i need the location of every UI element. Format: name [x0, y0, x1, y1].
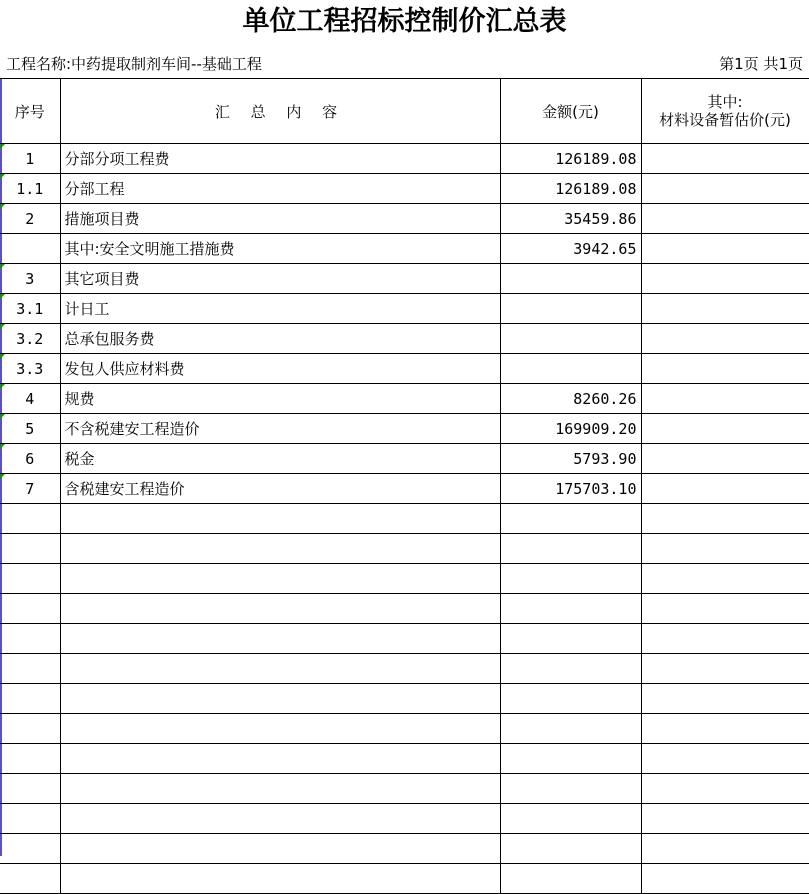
cell-provisional[interactable]	[641, 864, 809, 894]
cell-index[interactable]	[0, 264, 60, 294]
cell-amount-text: 126189.08	[555, 179, 637, 198]
cell-content[interactable]	[60, 204, 500, 234]
cell-amount[interactable]	[500, 174, 641, 204]
cell-content[interactable]	[60, 594, 500, 624]
cell-index[interactable]	[0, 804, 60, 834]
table-row	[0, 804, 809, 834]
cell-content[interactable]	[60, 354, 500, 384]
cell-index[interactable]	[0, 624, 60, 654]
cell-index-text: 1.1	[16, 179, 44, 198]
header-amount[interactable]: 金额(元)	[500, 79, 641, 144]
table-row	[0, 354, 809, 384]
table-row	[0, 864, 809, 894]
cell-amount-text: 5793.90	[573, 449, 637, 468]
cell-content[interactable]	[60, 414, 500, 444]
cell-content-text: 其它项目费	[64, 270, 140, 288]
cell-amount[interactable]	[500, 564, 641, 594]
cell-provisional[interactable]	[641, 234, 809, 264]
cell-index[interactable]	[0, 714, 60, 744]
cell-index[interactable]	[0, 594, 60, 624]
cell-provisional[interactable]	[641, 684, 809, 714]
cell-provisional[interactable]	[641, 474, 809, 504]
cell-amount[interactable]	[500, 354, 641, 384]
cell-index[interactable]	[0, 534, 60, 564]
cell-index[interactable]	[0, 144, 60, 174]
cell-amount[interactable]	[500, 474, 641, 504]
cell-provisional[interactable]	[641, 624, 809, 654]
cell-index-text: 2	[25, 209, 35, 228]
cell-amount[interactable]	[500, 714, 641, 744]
cell-index[interactable]	[0, 414, 60, 444]
cell-provisional[interactable]	[641, 744, 809, 774]
cell-provisional[interactable]	[641, 174, 809, 204]
cell-index[interactable]	[0, 354, 60, 384]
table-row	[0, 834, 809, 864]
cell-index-text: 3	[25, 269, 35, 288]
cell-content[interactable]	[60, 234, 500, 264]
cell-index-text: 1	[25, 149, 35, 168]
cell-amount[interactable]	[500, 384, 641, 414]
cell-marker-triangle	[0, 174, 5, 179]
cell-marker-triangle	[0, 144, 5, 149]
cell-marker-triangle	[0, 204, 5, 209]
cell-amount[interactable]	[500, 804, 641, 834]
cell-provisional[interactable]	[641, 294, 809, 324]
cell-marker-triangle	[0, 474, 5, 479]
cell-index[interactable]	[0, 234, 60, 264]
cell-content[interactable]	[60, 864, 500, 894]
cell-provisional[interactable]	[641, 774, 809, 804]
cell-content-text: 含税建安工程造价	[64, 480, 185, 498]
cell-content-text: 税金	[64, 450, 95, 468]
cell-index-text: 3.3	[16, 359, 44, 378]
table-row	[0, 714, 809, 744]
cell-amount[interactable]	[500, 534, 641, 564]
cell-amount-text: 169909.20	[555, 419, 637, 438]
table-row	[0, 204, 809, 234]
cell-provisional[interactable]	[641, 444, 809, 474]
cell-index[interactable]	[0, 474, 60, 504]
table-row	[0, 624, 809, 654]
cell-content[interactable]	[60, 714, 500, 744]
cell-content[interactable]	[60, 324, 500, 354]
table-row	[0, 384, 809, 414]
cell-index-text: 5	[25, 419, 35, 438]
cell-amount[interactable]	[500, 414, 641, 444]
cell-content-text: 不含税建安工程造价	[64, 420, 200, 438]
cell-amount[interactable]	[500, 744, 641, 774]
cell-index[interactable]	[0, 294, 60, 324]
cell-index[interactable]	[0, 324, 60, 354]
cell-index[interactable]	[0, 684, 60, 714]
cell-marker-triangle	[0, 294, 5, 299]
cell-index[interactable]	[0, 204, 60, 234]
cell-provisional[interactable]	[641, 654, 809, 684]
cell-amount[interactable]	[500, 444, 641, 474]
cell-content[interactable]	[60, 774, 500, 804]
header-provisional-line2: 材料设备暂估价(元)	[659, 111, 791, 129]
cell-amount[interactable]	[500, 594, 641, 624]
cell-content[interactable]	[60, 384, 500, 414]
cell-content-text: 总承包服务费	[64, 330, 155, 348]
cell-amount[interactable]	[500, 834, 641, 864]
cell-content[interactable]	[60, 564, 500, 594]
table-row	[0, 264, 809, 294]
cell-content[interactable]	[60, 654, 500, 684]
cell-amount[interactable]	[500, 234, 641, 264]
table-row	[0, 504, 809, 534]
cell-content[interactable]	[60, 534, 500, 564]
report-title: 单位工程招标控制价汇总表	[242, 6, 567, 37]
table-row	[0, 414, 809, 444]
cell-amount[interactable]	[500, 864, 641, 894]
table-row	[0, 774, 809, 804]
cell-amount[interactable]	[500, 324, 641, 354]
header-content[interactable]	[60, 79, 500, 144]
cell-content[interactable]	[60, 834, 500, 864]
table-row	[0, 474, 809, 504]
cell-content-text: 发包人供应材料费	[64, 360, 185, 378]
table-header-row	[0, 79, 809, 144]
cell-content-text: 分部工程	[64, 180, 125, 198]
cell-amount[interactable]	[500, 624, 641, 654]
cell-content[interactable]	[60, 684, 500, 714]
cell-amount[interactable]	[500, 204, 641, 234]
cell-provisional[interactable]	[641, 264, 809, 294]
cell-marker-triangle	[0, 324, 5, 329]
cell-content[interactable]	[60, 504, 500, 534]
cell-provisional[interactable]	[641, 204, 809, 234]
table-row	[0, 174, 809, 204]
header-provisional[interactable]	[641, 79, 809, 144]
cell-content-text: 计日工	[64, 300, 110, 318]
cell-index-text: 6	[25, 449, 35, 468]
cell-provisional[interactable]	[641, 324, 809, 354]
cell-content-text: 其中:安全文明施工措施费	[64, 240, 235, 258]
cell-marker-triangle	[0, 264, 5, 269]
cell-index[interactable]	[0, 504, 60, 534]
cell-provisional[interactable]	[641, 804, 809, 834]
header-index[interactable]: 序号	[0, 79, 60, 144]
cell-provisional[interactable]	[641, 534, 809, 564]
cell-marker-triangle	[0, 444, 5, 449]
cell-provisional[interactable]	[641, 834, 809, 864]
cell-provisional[interactable]	[641, 564, 809, 594]
summary-table	[0, 78, 809, 894]
cell-provisional[interactable]	[641, 384, 809, 414]
cell-content[interactable]	[60, 474, 500, 504]
cell-index-text: 3.1	[16, 299, 44, 318]
cell-amount[interactable]	[500, 264, 641, 294]
cell-provisional[interactable]	[641, 594, 809, 624]
header-provisional-line1: 其中:	[707, 93, 743, 111]
cell-index[interactable]	[0, 864, 60, 894]
cell-index-text: 4	[25, 389, 35, 408]
header-content-label: 汇 总 内 容	[214, 102, 346, 121]
cell-amount[interactable]	[500, 774, 641, 804]
cell-index[interactable]	[0, 834, 60, 864]
cell-content[interactable]	[60, 264, 500, 294]
cell-index-text: 3.2	[16, 329, 44, 348]
table-row	[0, 564, 809, 594]
table-row	[0, 534, 809, 564]
cell-content[interactable]	[60, 444, 500, 474]
cell-index[interactable]	[0, 744, 60, 774]
cell-provisional[interactable]	[641, 144, 809, 174]
cell-index[interactable]	[0, 174, 60, 204]
cell-content[interactable]	[60, 744, 500, 774]
cell-provisional[interactable]	[641, 414, 809, 444]
table-row	[0, 684, 809, 714]
table-row	[0, 594, 809, 624]
cell-content-text: 措施项目费	[64, 210, 140, 228]
table-row	[0, 294, 809, 324]
cell-amount-text: 126189.08	[555, 149, 637, 168]
cell-provisional[interactable]	[641, 504, 809, 534]
cell-provisional[interactable]	[641, 354, 809, 384]
table-row	[0, 744, 809, 774]
cell-marker-triangle	[0, 384, 5, 389]
cell-amount-text: 35459.86	[564, 209, 637, 228]
cell-index[interactable]	[0, 774, 60, 804]
cell-index[interactable]	[0, 384, 60, 414]
project-name: 工程名称:中药提取制剂车间--基础工程	[6, 55, 262, 73]
cell-amount[interactable]	[500, 654, 641, 684]
cell-amount-text: 175703.10	[555, 479, 637, 498]
cell-amount[interactable]	[500, 294, 641, 324]
cell-amount-text: 3942.65	[573, 239, 637, 258]
cell-amount[interactable]	[500, 504, 641, 534]
cell-content[interactable]	[60, 624, 500, 654]
cell-provisional[interactable]	[641, 714, 809, 744]
cell-amount-text: 8260.26	[573, 389, 637, 408]
cell-content-text: 规费	[64, 390, 95, 408]
cell-index[interactable]	[0, 444, 60, 474]
cell-content-text: 分部分项工程费	[64, 150, 170, 168]
table-row	[0, 654, 809, 684]
table-row	[0, 234, 809, 264]
cell-content[interactable]	[60, 174, 500, 204]
cell-index-text: 7	[25, 479, 35, 498]
table-row	[0, 444, 809, 474]
table-row	[0, 144, 809, 174]
page-info: 第1页 共1页	[719, 55, 803, 73]
cell-content[interactable]	[60, 144, 500, 174]
cell-marker-triangle	[0, 414, 5, 419]
cell-marker-triangle	[0, 354, 5, 359]
cell-content[interactable]	[60, 294, 500, 324]
cell-content[interactable]	[60, 804, 500, 834]
cell-amount[interactable]	[500, 144, 641, 174]
cell-index[interactable]	[0, 564, 60, 594]
table-row	[0, 324, 809, 354]
cell-amount[interactable]	[500, 684, 641, 714]
cell-index[interactable]	[0, 654, 60, 684]
